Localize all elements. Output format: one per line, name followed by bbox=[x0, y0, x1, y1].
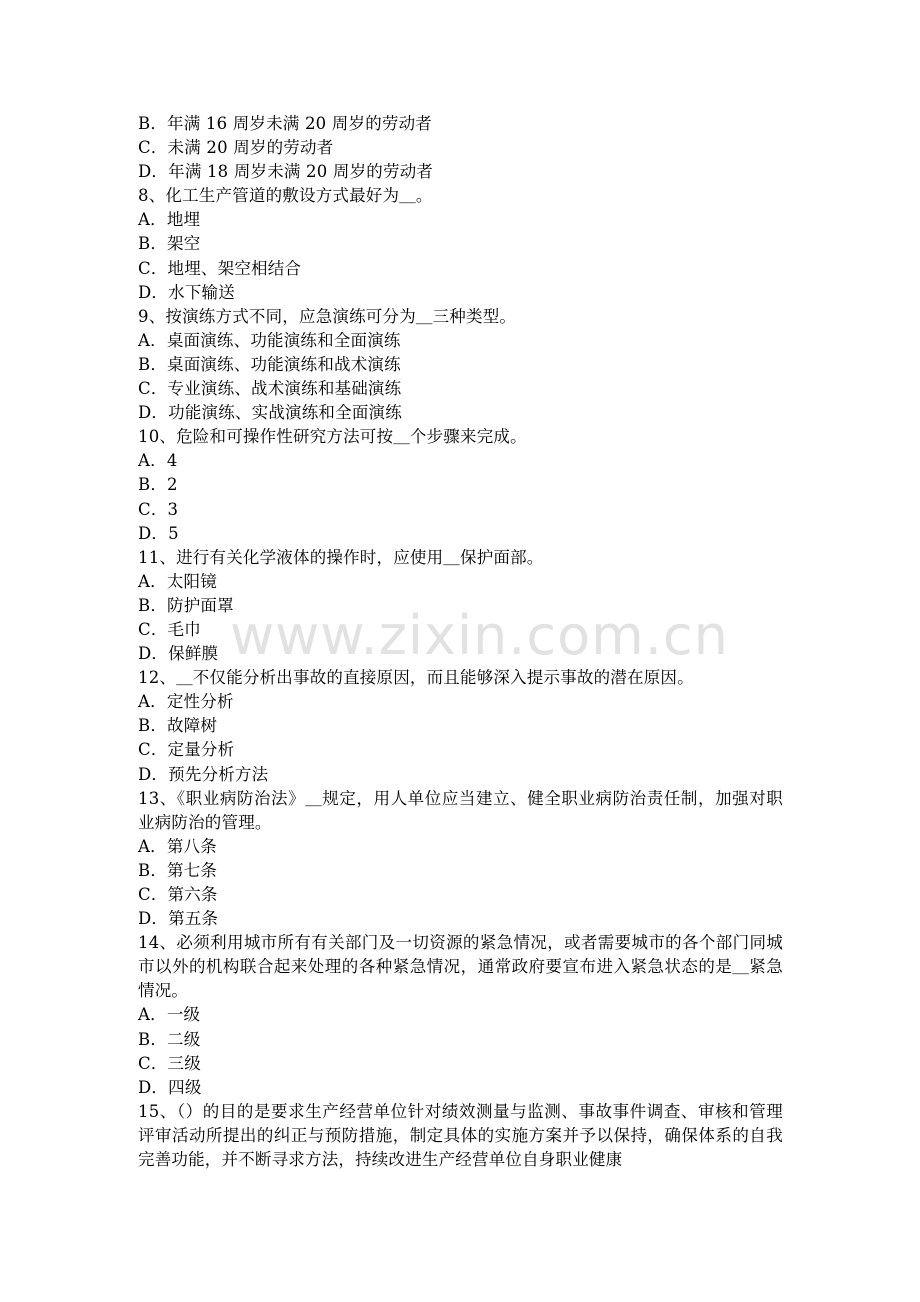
question-12: 12、＿不仅能分析出事故的直接原因，而且能够深入提示事故的潜在原因。 bbox=[138, 668, 694, 688]
option-line: C．未满 20 周岁的劳动者 bbox=[138, 138, 334, 158]
question-11: 11、进行有关化学液体的操作时，应使用＿保护面部。 bbox=[138, 547, 544, 567]
option-line: B．桌面演练、功能演练和战术演练 bbox=[138, 354, 401, 374]
option-line: C．毛巾 bbox=[138, 619, 201, 639]
option-line: D．水下输送 bbox=[138, 282, 235, 302]
question-10: 10、危险和可操作性研究方法可按＿个步骤来完成。 bbox=[138, 427, 527, 447]
option-line: B．第七条 bbox=[138, 860, 218, 880]
option-line: D．预先分析方法 bbox=[138, 764, 269, 784]
option-line: A．桌面演练、功能演练和全面演练 bbox=[138, 330, 401, 350]
option-line: B．架空 bbox=[138, 234, 201, 254]
option-line: D．5 bbox=[138, 523, 179, 543]
question-13: 13、《职业病防治法》＿规定，用人单位应当建立、健全职业病防治责任制，加强对职业病防治的管理。 bbox=[138, 788, 783, 832]
option-line: A．定性分析 bbox=[138, 692, 234, 712]
option-line: A．4 bbox=[138, 451, 178, 471]
option-line: C．3 bbox=[138, 499, 179, 519]
option-line: B．年满 16 周岁未满 20 周岁的劳动者 bbox=[138, 114, 432, 133]
option-line: D．保鲜膜 bbox=[138, 644, 219, 664]
question-9: 9、按演练方式不同，应急演练可分为＿三种类型。 bbox=[138, 306, 517, 326]
option-line: B．二级 bbox=[138, 1029, 201, 1049]
option-line: A．一级 bbox=[138, 1005, 201, 1025]
watermark: www.zixin.com.cn bbox=[230, 604, 729, 667]
option-line: C．定量分析 bbox=[138, 740, 235, 760]
question-14: 14、必须利用城市所有有关部门及一切资源的紧急情况，或者需要城市的各个部门同城市以外的机构联合起来处理的各种紧急情况，通常政府要宣布进入紧急状态的是＿紧急情况。 bbox=[138, 933, 783, 1001]
option-line: C．第六条 bbox=[138, 885, 218, 904]
question-8: 8、化工生产管道的敷设方式最好为＿。 bbox=[138, 186, 433, 206]
option-line: A．地埋 bbox=[138, 210, 201, 230]
option-line: D．功能演练、实战演练和全面演练 bbox=[138, 403, 402, 423]
option-line: D．四级 bbox=[138, 1077, 202, 1097]
option-line: C．三级 bbox=[138, 1053, 201, 1073]
option-line: C．地埋、架空相结合 bbox=[138, 258, 302, 278]
option-line: B．故障树 bbox=[138, 716, 218, 736]
question-list bbox=[138, 112, 783, 1172]
option-line: B．防护面罩 bbox=[138, 595, 234, 615]
option-line: C．专业演练、战术演练和基础演练 bbox=[138, 379, 402, 399]
option-line: A．第八条 bbox=[138, 836, 217, 856]
option-line: A．太阳镜 bbox=[138, 571, 217, 591]
option-line: D．年满 18 周岁未满 20 周岁的劳动者 bbox=[138, 162, 434, 182]
option-line: B．2 bbox=[138, 475, 178, 495]
option-line: D．第五条 bbox=[138, 909, 219, 929]
question-15: 15、（）的目的是要求生产经营单位针对绩效测量与监测、事故事件调查、审核和管理评审活动所提出的纠正与预防措施，制定具体的实施方案并予以保持，确保体系的自我完善功能，并不断寻求方法，持续改进生产经营单位自身职业健康 bbox=[138, 1101, 783, 1170]
